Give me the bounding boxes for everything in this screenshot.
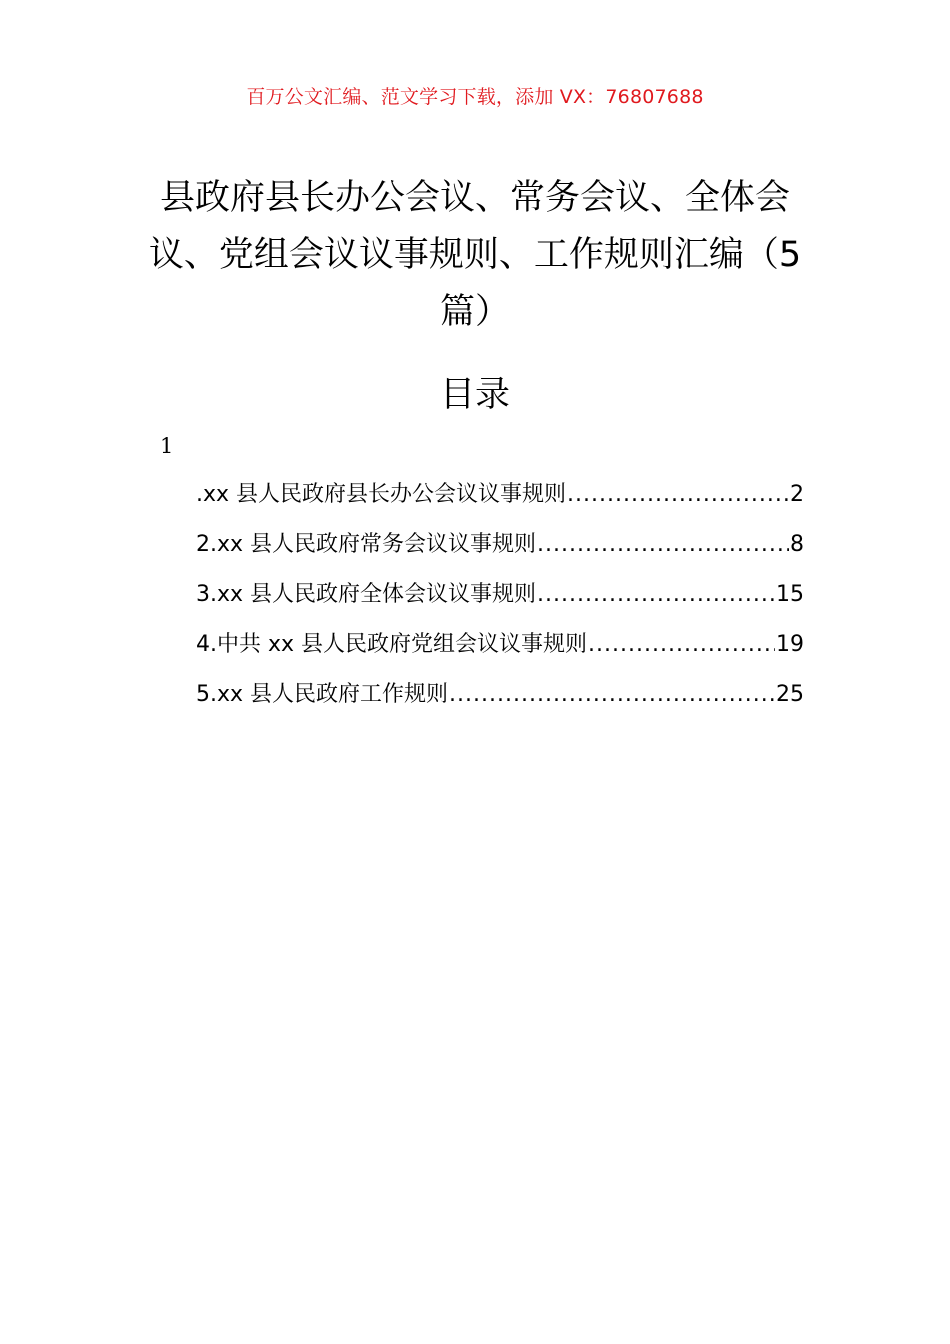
- document-title: [140, 170, 810, 341]
- toc-entry-page: 19: [776, 632, 804, 657]
- toc-entry-3[interactable]: [196, 578, 804, 628]
- toc-entry-page: 8: [790, 532, 804, 557]
- title-line-2: 议、党组会议议事规则、工作规则汇编（5: [148, 235, 802, 275]
- toc-entry-page: 25: [776, 682, 804, 707]
- title-line-1: 县政府县长办公会议、常务会议、全体会: [159, 178, 790, 218]
- toc-entry-label: 2.xx 县人民政府常务会议议事规则: [196, 532, 537, 557]
- toc-entry-page: 2: [790, 482, 804, 507]
- toc-entry-label: .xx 县人民政府县长办公会议议事规则: [196, 482, 567, 507]
- table-of-contents: [196, 478, 804, 728]
- toc-entry-1[interactable]: [196, 478, 804, 528]
- toc-entry-label: 5.xx 县人民政府工作规则: [196, 682, 449, 707]
- toc-heading: 目录: [439, 375, 510, 415]
- toc-entry-label: 3.xx 县人民政府全体会议议事规则: [196, 582, 537, 607]
- toc-stray-number: 1: [160, 434, 174, 458]
- toc-entry-label: 4.中共 xx 县人民政府党组会议议事规则: [196, 632, 588, 657]
- toc-dot-leader: [588, 628, 775, 662]
- toc-dot-leader: [567, 478, 789, 512]
- toc-dot-leader: [449, 678, 775, 712]
- toc-dot-leader: [537, 578, 775, 612]
- toc-entry-5[interactable]: [196, 678, 804, 728]
- toc-dot-leader: [537, 528, 789, 562]
- title-line-3: 篇）: [439, 292, 510, 332]
- toc-entry-2[interactable]: [196, 528, 804, 578]
- header-banner: 百万公文汇编、范文学习下载，添加 VX：76807688: [246, 86, 704, 108]
- toc-entry-4[interactable]: [196, 628, 804, 678]
- toc-entry-page: 15: [776, 582, 804, 607]
